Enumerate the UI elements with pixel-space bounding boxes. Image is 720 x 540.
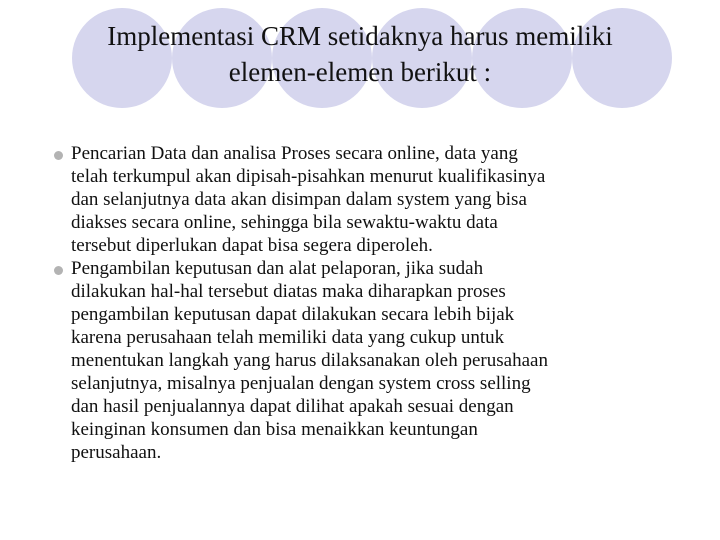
bullet-item-data-analysis	[0, 142, 720, 257]
bullet-text-line: dan selanjutnya data akan disimpan dalam system yang bisa	[71, 189, 527, 210]
bullet-text-line: Pencarian Data dan analisa Proses secara online, data yang	[71, 143, 518, 164]
bullet-text-line: selanjutnya, misalnya penjualan dengan system cross selling	[71, 373, 531, 394]
slide-title	[40, 18, 680, 90]
bullet-text-line: Pengambilan keputusan dan alat pelaporan, jika sudah	[71, 258, 484, 279]
bullet-text-line: telah terkumpul akan dipisah-pisahkan menurut kualifikasinya	[71, 166, 546, 187]
bullet-text-line: perusahaan.	[71, 442, 162, 463]
bullet-text-line: dilakukan hal-hal tersebut diatas maka diharapkan proses	[71, 281, 506, 302]
circle-bullet-icon	[54, 151, 63, 160]
bullet-list	[0, 142, 720, 464]
bullet-text-line: menentukan langkah yang harus dilaksanakan oleh perusahaan	[71, 350, 548, 371]
bullet-item-decision-reporting	[0, 257, 720, 464]
bullet-text-line: karena perusahaan telah memiliki data yang cukup untuk	[71, 327, 505, 348]
bullet-text-line: tersebut diperlukan dapat bisa segera diperoleh.	[71, 235, 433, 256]
slide-title-line: elemen-elemen berikut :	[228, 57, 492, 87]
slide-title-line: Implementasi CRM setidaknya harus memiliki	[107, 21, 613, 51]
bullet-text-line: keinginan konsumen dan bisa menaikkan keuntungan	[71, 419, 478, 440]
bullet-text-line: pengambilan keputusan dapat dilakukan secara lebih bijak	[71, 304, 515, 325]
bullet-text-line: diakses secara online, sehingga bila sewaktu-waktu data	[71, 212, 498, 233]
circle-bullet-icon	[54, 266, 63, 275]
bullet-text-line: dan hasil penjualannya dapat dilihat apakah sesuai dengan	[71, 396, 514, 417]
